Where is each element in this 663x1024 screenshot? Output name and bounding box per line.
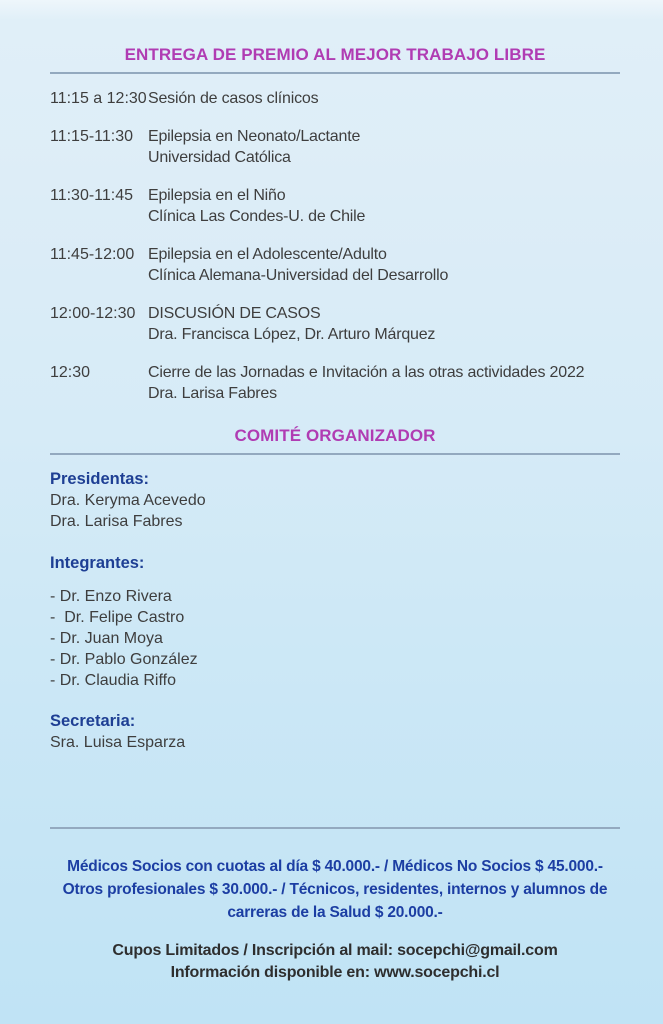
schedule-item [50,126,620,168]
schedule-desc [148,185,620,227]
schedule-desc-line1: DISCUSIÓN DE CASOS [148,305,321,322]
schedule-time: 11:30-11:45 [50,187,134,204]
pricing [50,855,620,924]
schedule-item [50,88,620,109]
schedule-desc [148,88,620,109]
schedule-item [50,244,620,286]
schedule-desc-line2: Dra. Francisca López, Dr. Arturo Márquez [148,326,436,343]
schedule-desc-line1: Epilepsia en el Adolescente/Adulto [148,246,387,263]
schedule-time: 11:15-11:30 [50,128,134,145]
schedule-item [50,185,620,227]
divider-top [50,72,620,74]
integrante-item: - Dr. Juan Moya [50,630,163,647]
schedule-item [50,362,620,404]
schedule-desc-line1: Cierre de las Jornadas e Invitación a las otras actividades 2022 [148,364,585,381]
integrante-item: - Dr. Enzo Rivera [50,588,172,605]
integrante-item: - Dr. Felipe Castro [50,609,185,626]
schedule-time: 12:30 [50,364,91,381]
integrante-item: - Dr. Claudia Riffo [50,672,176,689]
schedule-desc [148,362,620,404]
premio-section-title: ENTREGA DE PREMIO AL MEJOR TRABAJO LIBRE [124,45,546,64]
integrantes-list [50,586,620,691]
schedule-desc [148,126,620,168]
schedule-desc [148,244,620,286]
schedule-desc-line1: Sesión de casos clínicos [148,90,319,107]
schedule-time: 11:15 a 12:30 [50,90,147,107]
pricing-line: Médicos Socios con cuotas al día $ 40.000.- / Médicos No Socios $ 45.000.- [67,858,603,875]
secretaria-name: Sra. Luisa Esparza [50,734,186,751]
schedule-desc [148,303,620,345]
schedule-desc-line1: Epilepsia en Neonato/Lactante [148,128,361,145]
schedule [50,88,620,404]
integrante-item: - Dr. Pablo González [50,651,198,668]
presidenta-name: Dra. Larisa Fabres [50,513,183,530]
website-line: Información disponible en: www.socepchi.cl [170,964,500,981]
divider-bottom [50,827,620,829]
schedule-desc-line2: Dra. Larisa Fabres [148,385,277,402]
integrantes-label: Integrantes: [50,554,145,572]
pricing-line: carreras de la Salud $ 20.000.- [227,904,443,921]
pricing-line: Otros profesionales $ 30.000.- / Técnicos, residentes, internos y alumnos de [62,881,608,898]
contact-info [50,940,620,984]
schedule-desc-line2: Universidad Católica [148,149,291,166]
presidentas-label: Presidentas: [50,470,150,488]
schedule-desc-line1: Epilepsia en el Niño [148,187,286,204]
schedule-desc-line2: Clínica Alemana-Universidad del Desarrollo [148,267,449,284]
divider-committee [50,453,620,455]
secretaria-label: Secretaria: [50,712,136,730]
schedule-time: 11:45-12:00 [50,246,135,263]
presidenta-name: Dra. Keryma Acevedo [50,492,206,509]
schedule-time: 12:00-12:30 [50,305,136,322]
committee [50,469,620,753]
committee-section-title: COMITÉ ORGANIZADOR [234,426,436,445]
inscription-email-line: Cupos Limitados / Inscripción al mail: socepchi@gmail.com [112,942,558,959]
schedule-desc-line2: Clínica Las Condes-U. de Chile [148,208,366,225]
schedule-item [50,303,620,345]
